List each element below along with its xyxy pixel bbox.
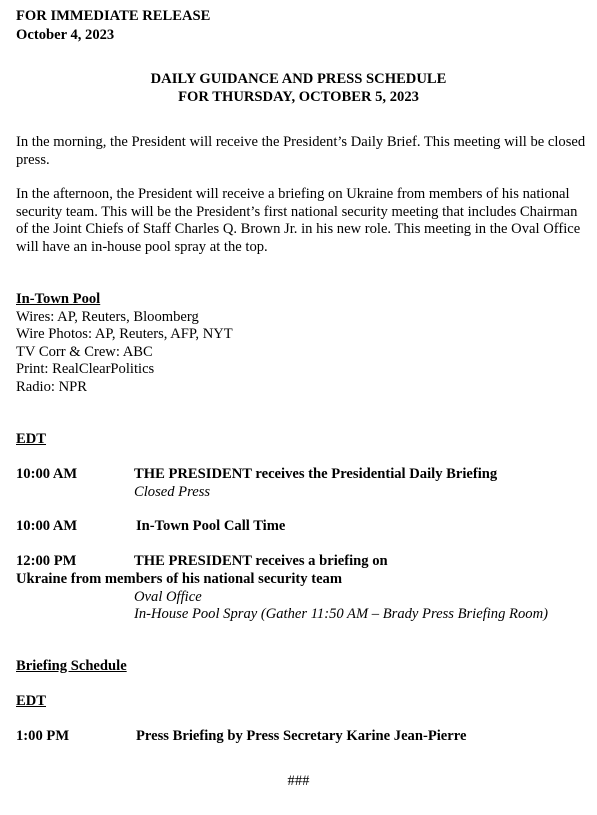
briefing-time: 1:00 PM — [16, 728, 70, 744]
morning-paragraph: In the morning, the President will receive the President’s Daily Brief. This meeting will be closed press. — [16, 134, 586, 168]
pool-line-tv: TV Corr & Crew: ABC — [16, 344, 153, 360]
afternoon-paragraph: In the afternoon, the President will receive a briefing on Ukraine from members of his national security team. This will be the President’s first national security meeting that includes Chairman of the Joint Chiefs of Staff Charles Q. Brown Jr. in his new role. This meeting in the Oval Office will have an in-house pool spray at the top. — [16, 186, 581, 255]
release-date: October 4, 2023 — [16, 27, 115, 43]
schedule-title-1: THE PRESIDENT receives the Presidential Daily Briefing — [134, 466, 498, 482]
schedule-time-2: 10:00 AM — [16, 518, 78, 534]
pool-line-print: Print: RealClearPolitics — [16, 361, 155, 377]
pool-line-wire-photos: Wire Photos: AP, Reuters, AFP, NYT — [16, 326, 233, 342]
briefing-title: Press Briefing by Press Secretary Karine Jean-Pierre — [136, 728, 467, 744]
schedule-title-3-continued: Ukraine from members of his national security team — [16, 571, 343, 587]
pool-line-radio: Radio: NPR — [16, 379, 87, 395]
schedule-note-3-pool: In-House Pool Spray (Gather 11:50 AM – Brady Press Briefing Room) — [134, 606, 548, 622]
document-title-line-2: FOR THURSDAY, OCTOBER 5, 2023 — [178, 89, 419, 105]
briefing-heading: Briefing Schedule — [16, 658, 127, 674]
document-title-line-1: DAILY GUIDANCE AND PRESS SCHEDULE — [150, 71, 447, 87]
schedule-timezone: EDT — [16, 431, 47, 447]
pool-heading: In-Town Pool — [16, 291, 101, 307]
schedule-note-1: Closed Press — [134, 484, 211, 500]
schedule-title-3: THE PRESIDENT receives a briefing on — [134, 553, 388, 569]
schedule-time-1: 10:00 AM — [16, 466, 78, 482]
schedule-note-3-location: Oval Office — [134, 589, 202, 605]
release-label: FOR IMMEDIATE RELEASE — [16, 8, 211, 24]
schedule-title-2: In-Town Pool Call Time — [136, 518, 286, 534]
schedule-time-3: 12:00 PM — [16, 553, 77, 569]
end-mark: ### — [287, 773, 310, 789]
briefing-timezone: EDT — [16, 693, 47, 709]
pool-line-wires: Wires: AP, Reuters, Bloomberg — [16, 309, 199, 325]
